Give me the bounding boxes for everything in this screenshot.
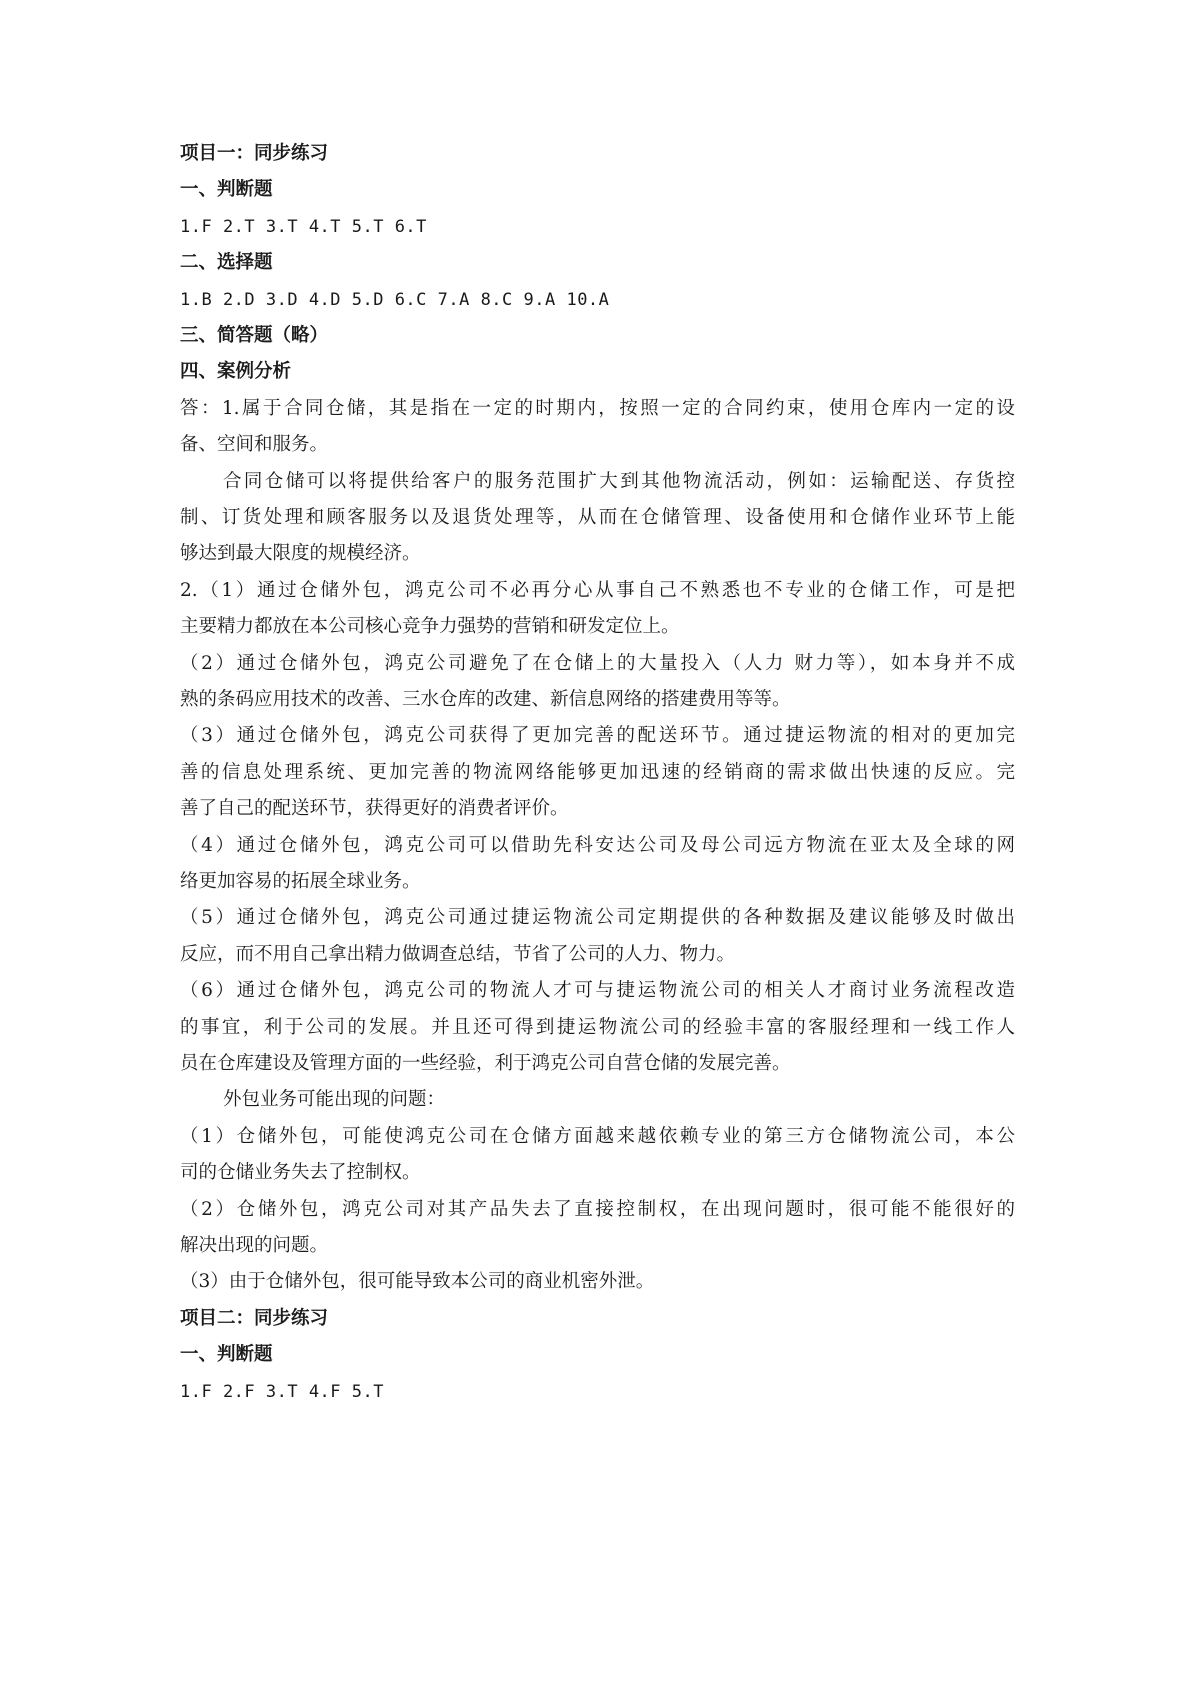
- paragraph-line: 善的信息处理系统、更加完善的物流网络能够更加迅速的经销商的需求做出快速的反应。完: [180, 762, 1015, 783]
- paragraph-line: 制、订货处理和顾客服务以及退货处理等，从而在仓储管理、设备使用和仓储作业环节上能: [180, 507, 1015, 528]
- multiple-choice-answers: 1.B 2.D 3.D 4.D 5.D 6.C 7.A 8.C 9.A 10.A: [180, 290, 610, 310]
- paragraph-line: 够达到最大限度的规模经济。: [180, 543, 421, 564]
- section-case-analysis-heading: 四、案例分析: [180, 361, 292, 382]
- section-multiple-choice-heading: 二、选择题: [180, 252, 273, 273]
- paragraph-line: 合同仓储可以将提供给客户的服务范围扩大到其他物流活动，例如：运输配送、存货控: [223, 471, 1015, 492]
- paragraph-line: （3）由于仓储外包，很可能导致本公司的商业机密外泄。: [180, 1271, 655, 1292]
- section-true-false-heading: 一、判断题: [180, 179, 273, 200]
- paragraph-line: （5）通过仓储外包，鸿克公司通过捷运物流公司定期提供的各种数据及建议能够及时做出: [180, 907, 1015, 928]
- section-short-answer-heading: 三、简答题（略）: [180, 325, 329, 346]
- true-false-answers: 1.F 2.T 3.T 4.T 5.T 6.T: [180, 217, 427, 237]
- paragraph-line: 络更加容易的拓展全球业务。: [180, 871, 421, 892]
- paragraph-line: 反应，而不用自己拿出精力做调查总结，节省了公司的人力、物力。: [180, 944, 736, 965]
- paragraph-line: 答：1.属于合同仓储，其是指在一定的时期内，按照一定的合同约束，使用仓库内一定的设: [180, 398, 1015, 419]
- true-false-answers-2: 1.F 2.F 3.T 4.F 5.T: [180, 1382, 384, 1402]
- paragraph-line: （4）通过仓储外包，鸿克公司可以借助先科安达公司及母公司远方物流在亚太及全球的网: [180, 835, 1015, 856]
- paragraph-line: 备、空间和服务。: [180, 434, 329, 455]
- project-one-title: 项目一：同步练习: [180, 143, 329, 164]
- paragraph-line: 善了自己的配送环节，获得更好的消费者评价。: [180, 798, 569, 819]
- project-two-title: 项目二：同步练习: [180, 1308, 329, 1329]
- paragraph-line: 主要精力都放在本公司核心竞争力强势的营销和研发定位上。: [180, 616, 680, 637]
- paragraph-line: 2.（1）通过仓储外包，鸿克公司不必再分心从事自己不熟悉也不专业的仓储工作，可是把: [180, 580, 1015, 601]
- paragraph-line: 熟的条码应用技术的改善、三水仓库的改建、新信息网络的搭建费用等等。: [180, 689, 791, 710]
- paragraph-line: 员在仓库建设及管理方面的一些经验，利于鸿克公司自营仓储的发展完善。: [180, 1053, 791, 1074]
- paragraph-line: 司的仓储业务失去了控制权。: [180, 1162, 421, 1183]
- paragraph-line: （2）通过仓储外包，鸿克公司避免了在仓储上的大量投入（人力 财力等），如本身并不成: [180, 653, 1015, 674]
- paragraph-line: 的事宜，利于公司的发展。并且还可得到捷运物流公司的经验丰富的客服经理和一线工作人: [180, 1017, 1015, 1038]
- paragraph-line: （3）通过仓储外包，鸿克公司获得了更加完善的配送环节。通过捷运物流的相对的更加完: [180, 725, 1015, 746]
- paragraph-line: （2）仓储外包，鸿克公司对其产品失去了直接控制权，在出现问题时，很可能不能很好的: [180, 1199, 1015, 1220]
- paragraph-line: （6）通过仓储外包，鸿克公司的物流人才可与捷运物流公司的相关人才商讨业务流程改造: [180, 980, 1015, 1001]
- paragraph-line: 外包业务可能出现的问题：: [223, 1089, 446, 1110]
- paragraph-line: （1）仓储外包，可能使鸿克公司在仓储方面越来越依赖专业的第三方仓储物流公司，本公: [180, 1126, 1015, 1147]
- section-true-false-heading-2: 一、判断题: [180, 1344, 273, 1365]
- paragraph-line: 解决出现的问题。: [180, 1235, 329, 1256]
